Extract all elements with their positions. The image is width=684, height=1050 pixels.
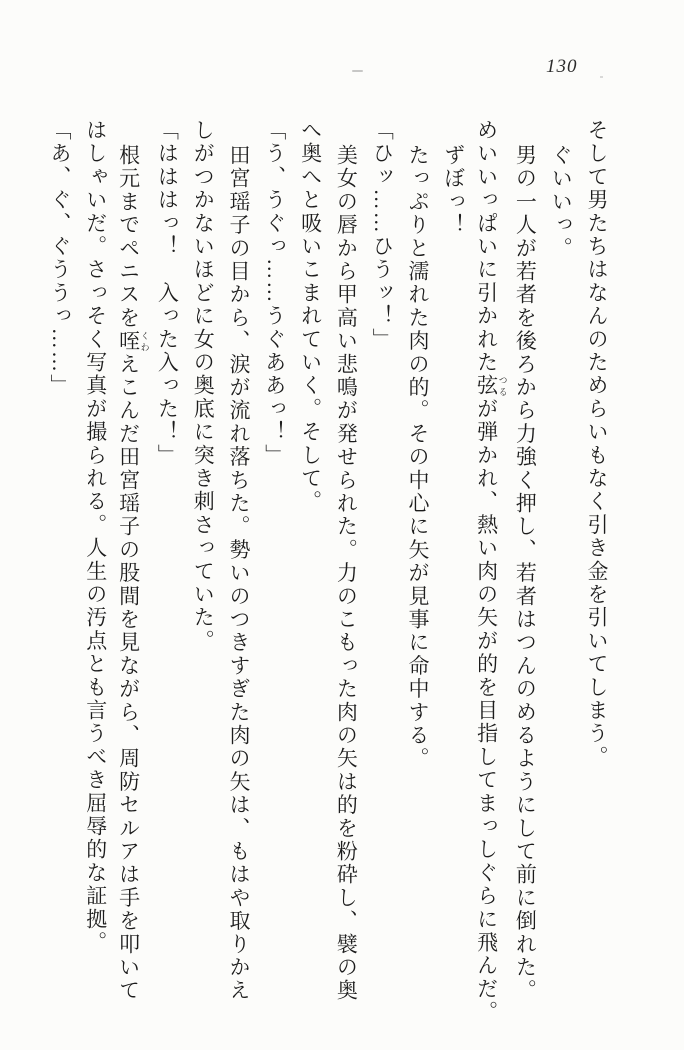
text-column: へ奥へと吸いこまれていく。そして。 [298,119,323,514]
text-column: しがつかないほどに女の奥底に突き刺さっていた。 [191,119,216,653]
text-column: 男の一人が若者を後ろから力強く押し、若者はつんのめるようにして前に倒れた。 [513,144,538,1003]
text-column: 「あ、ぐ、ぐううっ……」 [48,119,72,398]
text-column: そして男たちはなんのためらいもなく引き金を引いてしまう。 [585,119,609,769]
text-column: ずぼっ！ [441,144,466,237]
text-column: たっぷりと濡れた肉の的。その中心に矢が見事に命中する。 [406,144,430,771]
text-column: 根元までペニスを咥 くわえこんだ田宮瑶子の股間を見ながら、周防セルアは手を叩いて [116,144,150,1003]
text-column: 「ひッ……ひうッ！」 [370,119,395,351]
text-column: はしゃいだ。さっそく写真が撮られる。人生の汚点とも言うべき屈辱的な証拠。 [83,119,108,955]
page-number: 130 [546,56,578,77]
text-column: ぐいいっ。 [549,144,574,260]
text-column: 田宮瑶子の目から、涙が流れ落ちた。勢いのつきすぎた肉の矢は、もはや取りかえ [227,144,251,1003]
text-column: 「はははっ！ 入った入った！」 [155,119,180,467]
text-column: めいいっぱいに引かれた弦 つるが弾かれ、熱い肉の矢が的を目指してまっしぐらに飛んだ。 [474,119,508,1024]
text-column: 「う、うぐっ……うぐああっ！」 [262,119,287,467]
text-column: 美女の唇から甲高い悲鳴が発せられた。力のこもった肉の矢は的を粉砕し、襞の奥 [334,144,359,1003]
